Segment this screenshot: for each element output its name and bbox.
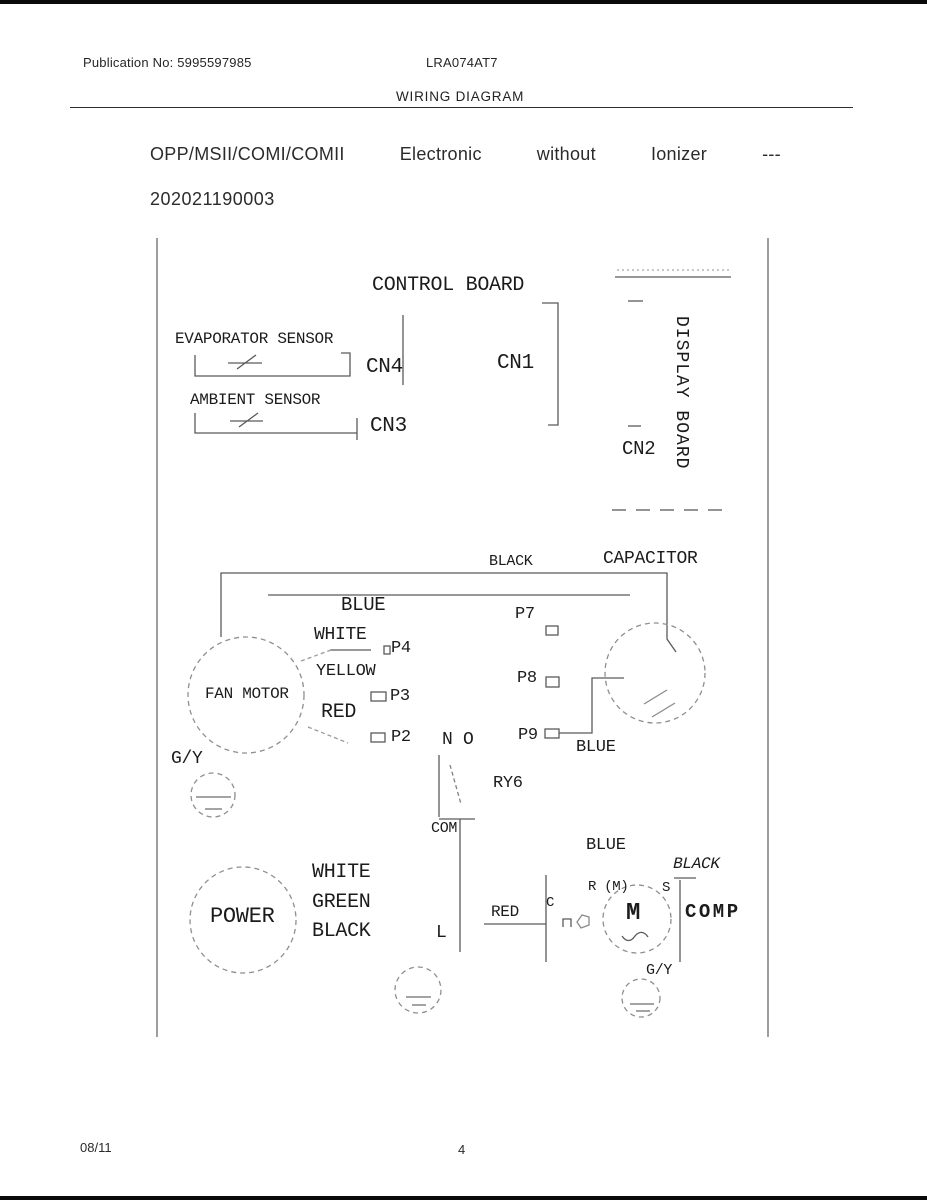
- control-board-label: CONTROL BOARD: [372, 274, 525, 297]
- evaporator-sensor-label: EVAPORATOR SENSOR: [175, 330, 334, 348]
- wire-red-comp-label: RED: [491, 903, 519, 921]
- p4-pad: [384, 646, 390, 654]
- p8-label: P8: [517, 669, 537, 688]
- wire-black-top-label: BLACK: [489, 553, 533, 570]
- motor-m-label: M: [626, 900, 641, 927]
- motor-m-underline: [622, 932, 648, 940]
- wire-yellow-label: YELLOW: [316, 662, 376, 681]
- p4-label: P4: [391, 639, 411, 658]
- cn3-label: CN3: [370, 415, 407, 438]
- gy-left-label: G/Y: [171, 749, 203, 769]
- p9-pad: [545, 729, 559, 738]
- blue-wire-capacitor: [559, 678, 624, 733]
- ground-symbol-mid: [395, 967, 441, 1013]
- capacitor-label: CAPACITOR: [603, 549, 698, 569]
- wire-blue-comp-label: BLUE: [586, 836, 626, 855]
- s-terminal-label: S: [662, 880, 671, 896]
- p3-label: P3: [390, 687, 410, 706]
- display-board-label: DISPLAY BOARD: [670, 316, 691, 470]
- motor-lead-dash-2: [308, 727, 348, 743]
- subtitle-word: without: [536, 144, 596, 164]
- wire-blue-mid-label: BLUE: [576, 738, 616, 757]
- p9-label: P9: [518, 726, 538, 745]
- black-wire: [221, 573, 676, 652]
- cn4-label: CN4: [366, 356, 403, 379]
- com-contact-label: COM: [431, 820, 458, 837]
- wire-white-label: WHITE: [314, 625, 367, 645]
- l-terminal-label: L: [436, 923, 447, 943]
- footer-page-number: 4: [458, 1142, 466, 1157]
- ground-symbol-left: [191, 773, 235, 817]
- no-contact-label: N O: [442, 730, 474, 750]
- wire-blue-top-label: BLUE: [341, 594, 386, 616]
- c-terminal-label: C: [546, 895, 555, 911]
- ambient-sensor-wire: [195, 413, 357, 440]
- ambient-thermistor-icon: [230, 413, 263, 427]
- p2-pad: [371, 733, 385, 742]
- p2-label: P2: [391, 728, 411, 747]
- cn1-bracket: [542, 303, 558, 425]
- cord-white-label: WHITE: [312, 861, 371, 884]
- evaporator-thermistor-icon: [228, 355, 262, 369]
- cord-black-label: BLACK: [312, 920, 371, 943]
- page-title: WIRING DIAGRAM: [396, 89, 525, 104]
- fan-motor-label: FAN MOTOR: [205, 685, 289, 703]
- publication-number: Publication No: 5995597985: [83, 55, 252, 70]
- diagram-code: 202021190003: [150, 189, 275, 209]
- capacitor-plate-marks: [644, 690, 675, 717]
- ground-comp-bars: [630, 1004, 654, 1011]
- ground-mid-bars: [406, 997, 431, 1005]
- p7-pad: [546, 626, 558, 635]
- cn2-label: CN2: [622, 438, 656, 460]
- motor-lead-dash-1: [301, 650, 331, 661]
- ground-left-bars: [196, 797, 231, 809]
- rm-terminal-label: R (M): [588, 879, 629, 895]
- wire-red-label: RED: [321, 701, 357, 724]
- p7-label: P7: [515, 605, 535, 624]
- cord-green-label: GREEN: [312, 891, 371, 914]
- subtitle-word: OPP/MSII/COMI/COMII: [150, 144, 345, 164]
- model-number: LRA074AT7: [426, 55, 498, 70]
- power-label: POWER: [210, 904, 275, 929]
- comp-label: COMP: [685, 901, 741, 923]
- subtitle-word: Electronic: [399, 144, 482, 164]
- relay-blade: [450, 765, 461, 804]
- gy-comp-label: G/Y: [646, 962, 673, 979]
- subtitle-word: Ionizer: [650, 144, 708, 164]
- p3-pad: [371, 692, 386, 701]
- ry6-relay-label: RY6: [493, 774, 523, 793]
- evaporator-sensor-wire: [195, 353, 350, 376]
- capacitor-circle: [605, 623, 705, 723]
- ambient-sensor-label: AMBIENT SENSOR: [190, 391, 321, 409]
- subtitle-word: ---: [762, 144, 781, 164]
- overload-bulb-icon: [577, 915, 589, 928]
- wire-black-comp-label: BLACK: [671, 855, 722, 873]
- cn1-label: CN1: [497, 352, 534, 375]
- overload-protector-icon: [563, 919, 571, 927]
- footer-date: 08/11: [80, 1140, 112, 1155]
- p8-pad: [546, 677, 559, 687]
